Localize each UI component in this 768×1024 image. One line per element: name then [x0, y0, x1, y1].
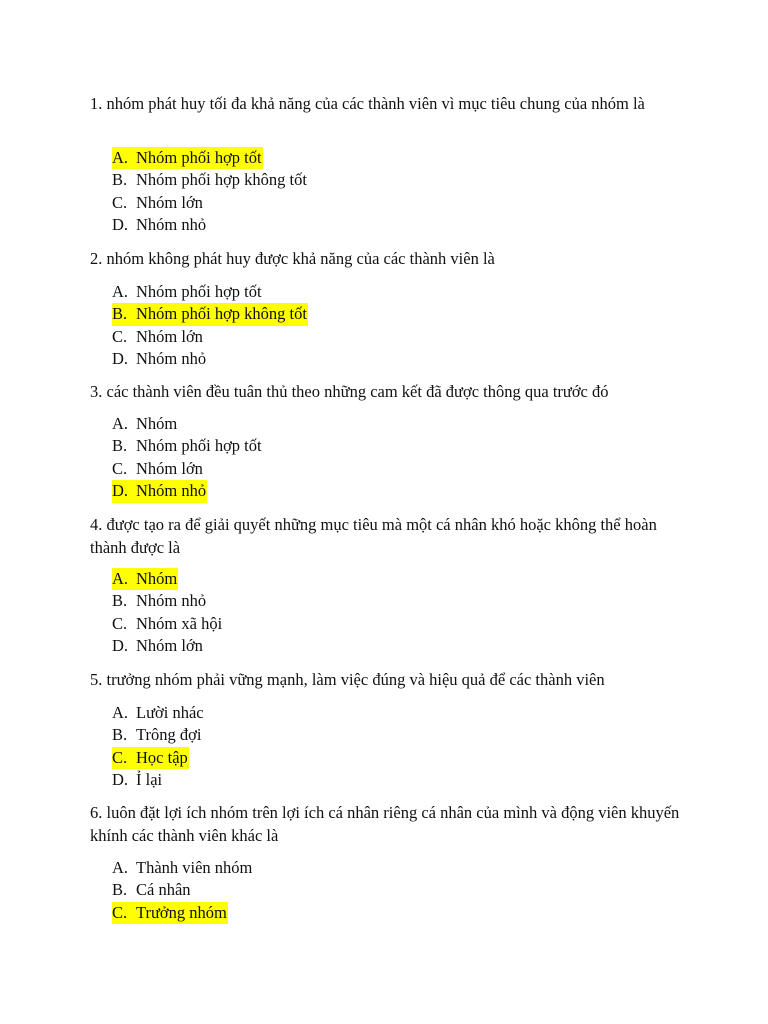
option-letter: D. [112, 770, 129, 790]
option-3d [112, 480, 263, 502]
option-letter: C. [112, 458, 128, 478]
option-1b [112, 169, 308, 191]
option-letter: D. [112, 480, 135, 502]
option-label: Nhóm xã hội [136, 613, 223, 633]
option-4d [112, 635, 223, 657]
option-letter: D. [112, 636, 129, 656]
question-3-options [112, 413, 263, 503]
option-label: Nhóm phối hợp tốt [136, 282, 262, 301]
option-label: Nhóm lớn [136, 636, 203, 656]
option-letter: C. [112, 192, 128, 212]
option-5a [112, 702, 205, 724]
option-letter: C. [112, 902, 135, 924]
option-letter: C. [112, 326, 128, 346]
option-letter: B. [112, 170, 128, 190]
option-4c [112, 613, 223, 635]
option-5b [112, 724, 205, 746]
question-3-text: 3. các thành viên đều tuân thủ theo những cam kết đã được thông qua trước đó [90, 382, 609, 401]
option-label: Nhóm [135, 568, 178, 590]
option-letter: B. [112, 880, 128, 900]
option-6a [112, 857, 253, 879]
option-letter: B. [112, 591, 128, 611]
option-2b [112, 303, 308, 325]
option-1a [112, 147, 308, 169]
option-label: Nhóm phối hợp tốt [135, 147, 263, 169]
option-3c [112, 458, 263, 480]
option-2c [112, 326, 308, 348]
option-6c [112, 902, 253, 924]
option-4a [112, 568, 223, 590]
option-label: Nhóm [136, 414, 178, 433]
option-label: Trưởng nhóm [135, 902, 228, 924]
option-letter: A. [112, 414, 129, 433]
option-1c [112, 192, 308, 214]
option-label: Học tập [135, 747, 189, 769]
option-letter: C. [112, 613, 128, 633]
option-label: Nhóm nhỏ [135, 480, 207, 502]
question-1-options [112, 147, 308, 237]
option-letter: A. [112, 858, 129, 877]
option-5d [112, 769, 205, 791]
question-4-options [112, 568, 223, 658]
question-1-text: 1. nhóm phát huy tối đa khả năng của các thành viên vì mục tiêu chung của nhóm là [90, 94, 645, 113]
option-2d [112, 348, 308, 370]
option-3b [112, 435, 263, 457]
option-3a [112, 413, 263, 435]
option-letter: D. [112, 349, 129, 369]
option-2a [112, 281, 308, 303]
option-label: Trông đợi [136, 725, 202, 745]
option-letter: B. [112, 303, 135, 325]
option-label: Nhóm nhỏ [136, 349, 207, 369]
option-label: Nhóm lớn [136, 192, 203, 212]
option-letter: B. [112, 436, 128, 456]
option-letter: A. [112, 568, 135, 590]
question-4-text: 4. được tạo ra để giải quyết những mục tiêu mà một cá nhân khó hoặc không thể hoàn thành được là [90, 515, 657, 557]
option-label: Nhóm phối hợp không tốt [135, 303, 308, 325]
option-letter: C. [112, 747, 135, 769]
option-6b [112, 879, 253, 901]
question-2-options [112, 281, 308, 371]
option-label: Nhóm lớn [136, 326, 203, 346]
option-letter: A. [112, 703, 129, 722]
option-label: Nhóm lớn [136, 458, 203, 478]
option-5c [112, 747, 205, 769]
option-label: Nhóm phối hợp tốt [136, 436, 262, 456]
question-5-text: 5. trưởng nhóm phải vững mạnh, làm việc đúng và hiệu quả để các thành viên [90, 670, 605, 689]
option-label: Nhóm nhỏ [136, 215, 207, 235]
option-label: Ỉ lại [136, 770, 163, 790]
option-letter: A. [112, 147, 135, 169]
option-label: Cá nhân [136, 880, 191, 900]
option-letter: A. [112, 282, 129, 301]
question-2-text: 2. nhóm không phát huy được khả năng của các thành viên là [90, 249, 495, 268]
option-letter: D. [112, 215, 129, 235]
option-label: Lười nhác [136, 703, 204, 722]
option-4b [112, 590, 223, 612]
question-6-text: 6. luôn đặt lợi ích nhóm trên lợi ích cá nhân riêng cá nhân của mình và động viên khuyến khính các thành viên khác là [90, 803, 680, 845]
option-letter: B. [112, 725, 128, 745]
option-1d [112, 214, 308, 236]
option-label: Nhóm phối hợp không tốt [136, 170, 307, 190]
question-6-options [112, 857, 253, 924]
option-label: Thành viên nhóm [136, 858, 253, 877]
question-5-options [112, 702, 205, 792]
option-label: Nhóm nhỏ [136, 591, 207, 611]
